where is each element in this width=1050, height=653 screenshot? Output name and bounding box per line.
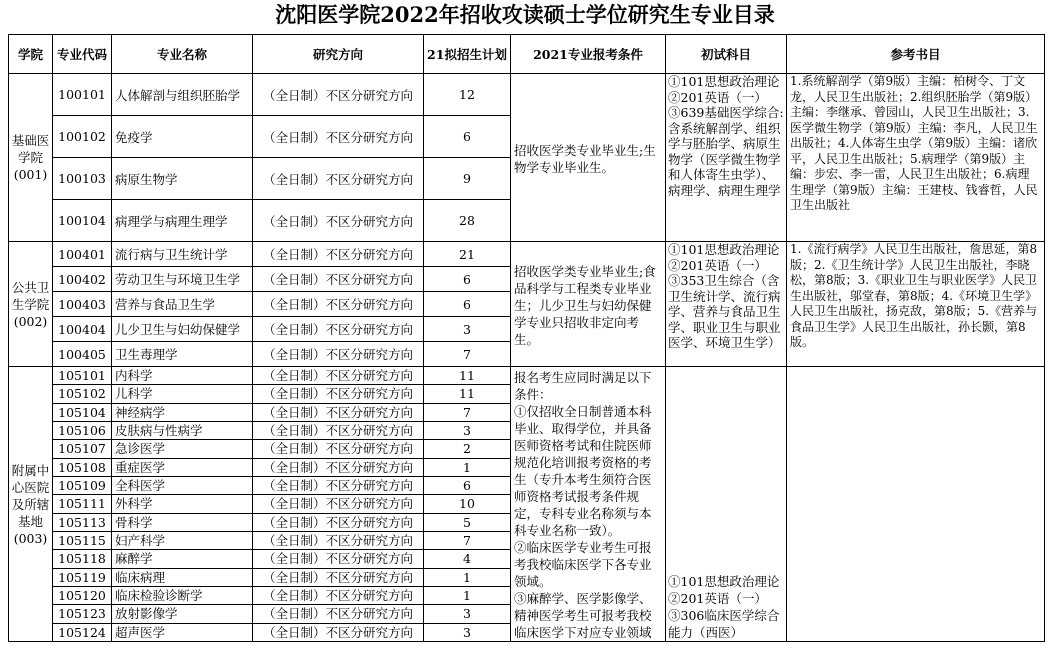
name-cell: 病理学与病理生理学 — [112, 200, 253, 242]
books-cell: 1.系统解剖学（第9版）主编：柏树令、丁文龙，人民卫生出版社；2.组织胚胎学（第9版）主编：李继承、曾园山，人民卫生出版社；3.医学微生物学（第9版）主编：李凡，人民卫生出版社；4.人体寄生虫学（第9版）主编：诸欣平，人民卫生出版社；5.病理学（第9版）主编：步宏、李一雷，人民卫生出版社；6.病理生理学（第9版）主编：王建枝、钱睿哲，人民卫生出版社 — [787, 74, 1045, 242]
direction-cell: （全日制）不区分研究方向 — [253, 267, 424, 292]
name-cell: 神经病学 — [112, 403, 253, 421]
name-cell: 重症医学 — [112, 458, 253, 476]
code-cell: 100403 — [53, 292, 112, 317]
header-row — [9, 35, 1045, 74]
header-college: 学院 — [9, 35, 53, 74]
header-subjects: 初试科目 — [666, 35, 787, 74]
conditions-cell: 招收医学类专业毕业生;生物学专业毕业生。 — [511, 74, 666, 242]
name-cell: 临床病理 — [112, 568, 253, 586]
direction-cell: （全日制）不区分研究方向 — [253, 458, 424, 476]
table-row — [9, 367, 1045, 385]
table-row — [9, 74, 1045, 116]
plan-cell: 1 — [424, 586, 511, 604]
plan-cell: 6 — [424, 476, 511, 494]
name-cell: 免疫学 — [112, 116, 253, 158]
direction-cell: （全日制）不区分研究方向 — [253, 74, 424, 116]
plan-cell: 6 — [424, 267, 511, 292]
code-cell: 105123 — [53, 605, 112, 623]
direction-cell: （全日制）不区分研究方向 — [253, 513, 424, 531]
header-books: 参考书目 — [787, 35, 1045, 74]
name-cell: 外科学 — [112, 495, 253, 513]
direction-cell: （全日制）不区分研究方向 — [253, 342, 424, 367]
table-row — [9, 242, 1045, 267]
code-cell: 100104 — [53, 200, 112, 242]
plan-cell: 7 — [424, 531, 511, 549]
code-cell: 100102 — [53, 116, 112, 158]
code-cell: 105115 — [53, 531, 112, 549]
direction-cell: （全日制）不区分研究方向 — [253, 586, 424, 604]
college-cell: 附属中心医院及所辖基地(003) — [9, 367, 53, 642]
plan-cell: 10 — [424, 495, 511, 513]
code-cell: 105124 — [53, 623, 112, 641]
code-cell: 105107 — [53, 440, 112, 458]
plan-cell: 4 — [424, 550, 511, 568]
plan-cell: 3 — [424, 421, 511, 439]
name-cell: 儿少卫生与妇幼保健学 — [112, 317, 253, 342]
code-cell: 100101 — [53, 74, 112, 116]
name-cell: 妇产科学 — [112, 531, 253, 549]
name-cell: 皮肤病与性病学 — [112, 421, 253, 439]
direction-cell: （全日制）不区分研究方向 — [253, 158, 424, 200]
header-plan: 21拟招生计划 — [424, 35, 511, 74]
name-cell: 临床检验诊断学 — [112, 586, 253, 604]
code-cell: 105104 — [53, 403, 112, 421]
college-cell: 基础医学院(001) — [9, 74, 53, 242]
name-cell: 人体解剖与组织胚胎学 — [112, 74, 253, 116]
code-cell: 100103 — [53, 158, 112, 200]
name-cell: 放射影像学 — [112, 605, 253, 623]
code-cell: 105118 — [53, 550, 112, 568]
direction-cell: （全日制）不区分研究方向 — [253, 367, 424, 385]
catalog-table — [8, 34, 1045, 642]
subjects-cell: ①101思想政治理论 ②201英语（一） ③353卫生综合（含卫生统计学、流行病学、营养与食品卫生学、职业卫生与职业医学、环境卫生学） — [666, 242, 787, 367]
plan-cell: 11 — [424, 367, 511, 385]
books-cell — [787, 367, 1045, 642]
direction-cell: （全日制）不区分研究方向 — [253, 292, 424, 317]
plan-cell: 3 — [424, 623, 511, 641]
direction-cell: （全日制）不区分研究方向 — [253, 385, 424, 403]
plan-cell: 6 — [424, 116, 511, 158]
plan-cell: 7 — [424, 342, 511, 367]
direction-cell: （全日制）不区分研究方向 — [253, 495, 424, 513]
direction-cell: （全日制）不区分研究方向 — [253, 568, 424, 586]
name-cell: 流行病与卫生统计学 — [112, 242, 253, 267]
name-cell: 全科医学 — [112, 476, 253, 494]
header-code: 专业代码 — [53, 35, 112, 74]
code-cell: 105120 — [53, 586, 112, 604]
name-cell: 劳动卫生与环境卫生学 — [112, 267, 253, 292]
plan-cell: 5 — [424, 513, 511, 531]
code-cell: 105109 — [53, 476, 112, 494]
name-cell: 儿科学 — [112, 385, 253, 403]
books-cell: 1.《流行病学》人民卫生出版社，詹思延，第8版；2.《卫生统计学》人民卫生出版社，李晓松，第8版；3.《职业卫生与职业医学》人民卫生出版社，邬堂春，第8版；4.《环境卫生学》人民卫生出版社，扬克敌，第8版；5.《营养与食品卫生学》人民卫生出版社，孙长颢，第8版。 — [787, 242, 1045, 367]
name-cell: 麻醉学 — [112, 550, 253, 568]
code-cell: 105102 — [53, 385, 112, 403]
name-cell: 病原生物学 — [112, 158, 253, 200]
direction-cell: （全日制）不区分研究方向 — [253, 623, 424, 641]
name-cell: 卫生毒理学 — [112, 342, 253, 367]
plan-cell: 3 — [424, 317, 511, 342]
plan-cell: 1 — [424, 568, 511, 586]
direction-cell: （全日制）不区分研究方向 — [253, 531, 424, 549]
code-cell: 105108 — [53, 458, 112, 476]
direction-cell: （全日制）不区分研究方向 — [253, 550, 424, 568]
plan-cell: 9 — [424, 158, 511, 200]
code-cell: 100404 — [53, 317, 112, 342]
subjects-cell: ①101思想政治理论 ②201英语（一） ③639基础医学综合: 含系统解剖学、组织学与胚胎学、病原生物学（医学微生物学和人体寄生虫学）、病理学、病理生理学 — [666, 74, 787, 242]
name-cell: 骨科学 — [112, 513, 253, 531]
header-name: 专业名称 — [112, 35, 253, 74]
plan-cell: 6 — [424, 292, 511, 317]
direction-cell: （全日制）不区分研究方向 — [253, 476, 424, 494]
code-cell: 105101 — [53, 367, 112, 385]
direction-cell: （全日制）不区分研究方向 — [253, 605, 424, 623]
direction-cell: （全日制）不区分研究方向 — [253, 317, 424, 342]
plan-cell: 3 — [424, 605, 511, 623]
conditions-cell: 招收医学类专业毕业生;食品科学与工程类专业毕业生；儿少卫生与妇幼保健学专业只招收非定向考生。 — [511, 242, 666, 367]
direction-cell: （全日制）不区分研究方向 — [253, 200, 424, 242]
code-cell: 100401 — [53, 242, 112, 267]
name-cell: 超声医学 — [112, 623, 253, 641]
plan-cell: 1 — [424, 458, 511, 476]
direction-cell: （全日制）不区分研究方向 — [253, 421, 424, 439]
plan-cell: 21 — [424, 242, 511, 267]
college-cell: 公共卫生学院(002) — [9, 242, 53, 367]
header-direction: 研究方向 — [253, 35, 424, 74]
direction-cell: （全日制）不区分研究方向 — [253, 440, 424, 458]
direction-cell: （全日制）不区分研究方向 — [253, 116, 424, 158]
direction-cell: （全日制）不区分研究方向 — [253, 403, 424, 421]
code-cell: 100402 — [53, 267, 112, 292]
plan-cell: 12 — [424, 74, 511, 116]
name-cell: 急诊医学 — [112, 440, 253, 458]
conditions-cell: 报名考生应同时满足以下条件： ①仅招收全日制普通本科毕业、取得学位，并具备医师资格考试和住院医师规范化培训报考资格的考生（专升本考生须符合医师资格考试报考条件规定，专科专业名称须与本科专业名称一致）。 ②临床医学专业考生可报考我校临床医学下各专业领域。 ③麻醉学、医学影像学、精神医学考生可报考我校临床医学下对应专业领域 — [511, 367, 666, 642]
page-title: 沈阳医学院2022年招收攻读硕士学位研究生专业目录 — [275, 2, 775, 27]
code-cell: 105111 — [53, 495, 112, 513]
code-cell: 100405 — [53, 342, 112, 367]
code-cell: 105106 — [53, 421, 112, 439]
code-cell: 105119 — [53, 568, 112, 586]
plan-cell: 28 — [424, 200, 511, 242]
plan-cell: 7 — [424, 403, 511, 421]
plan-cell: 2 — [424, 440, 511, 458]
plan-cell: 11 — [424, 385, 511, 403]
header-conditions: 2021专业报考条件 — [511, 35, 666, 74]
name-cell: 内科学 — [112, 367, 253, 385]
direction-cell: （全日制）不区分研究方向 — [253, 242, 424, 267]
code-cell: 105113 — [53, 513, 112, 531]
subjects-cell: ①101思想政治理论 ②201英语（一） ③306临床医学综合能力（西医） — [666, 367, 787, 642]
name-cell: 营养与食品卫生学 — [112, 292, 253, 317]
